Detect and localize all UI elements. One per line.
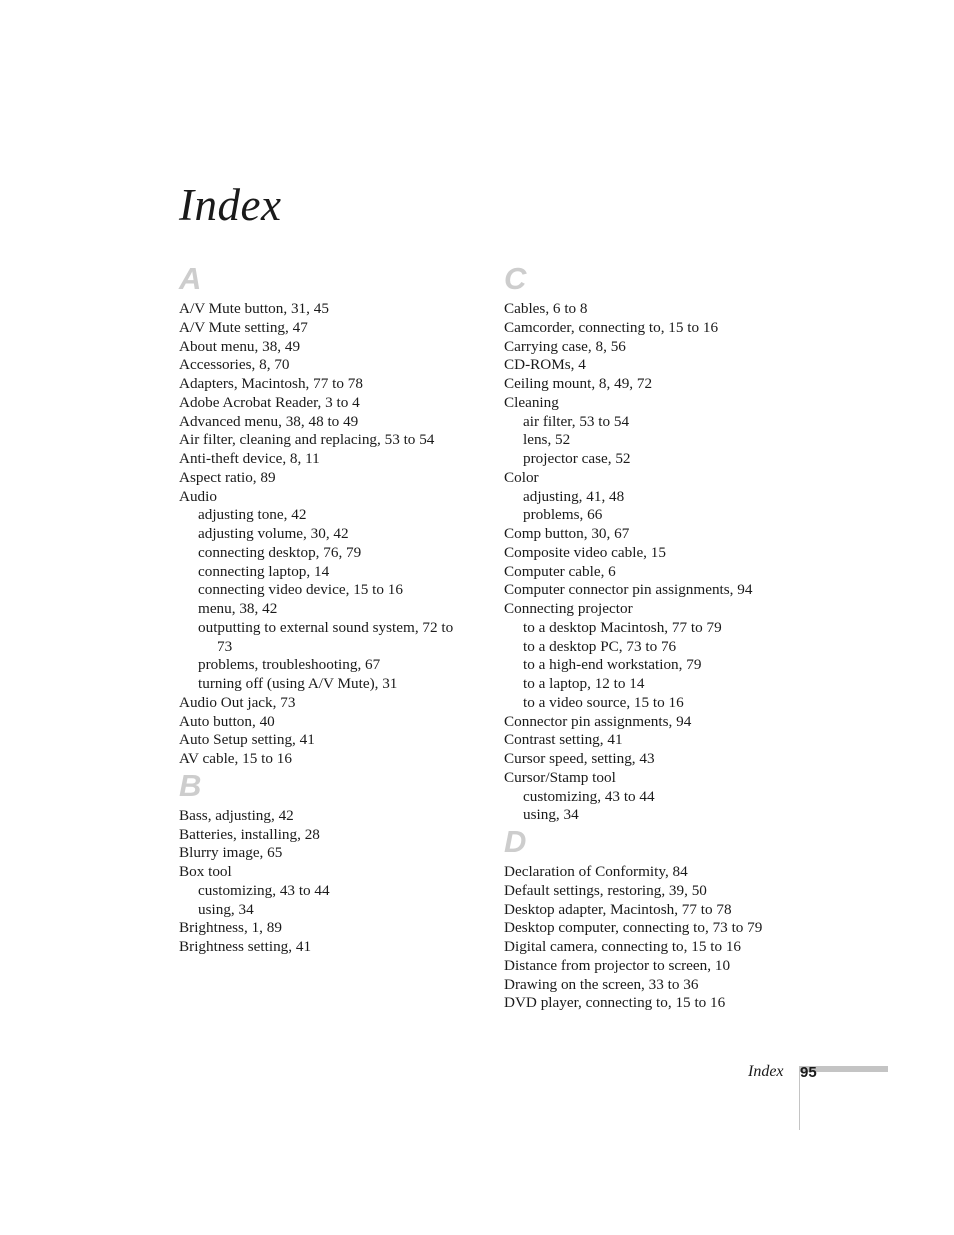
footer-section-label: Index xyxy=(748,1063,784,1080)
index-section xyxy=(179,262,479,769)
index-subentry: turning off (using A/V Mute), 31 xyxy=(198,675,398,692)
index-subentry: menu, 38, 42 xyxy=(198,600,278,617)
index-entry: Drawing on the screen, 33 to 36 xyxy=(504,975,699,993)
index-subentry: connecting laptop, 14 xyxy=(198,562,330,580)
index-entry: Audio Out jack, 73 xyxy=(179,693,296,711)
section-letter-heading: A xyxy=(179,261,202,296)
index-entry: DVD player, connecting to, 15 to 16 xyxy=(504,994,726,1012)
index-subentry: lens, 52 xyxy=(523,431,571,449)
index-entry: Cursor/Stamp tool xyxy=(504,768,616,786)
section-letter-heading: D xyxy=(504,824,527,859)
index-entry-list xyxy=(179,300,479,769)
index-entry: Adobe Acrobat Reader, 3 to 4 xyxy=(179,393,360,411)
index-entry: Color xyxy=(504,468,539,486)
index-entry: Default settings, restoring, 39, 50 xyxy=(504,881,707,899)
index-entry: A/V Mute button, 31, 45 xyxy=(179,300,329,317)
index-entry-list xyxy=(504,300,834,825)
index-entry: Brightness, 1, 89 xyxy=(179,919,282,937)
index-entry: Accessories, 8, 70 xyxy=(179,356,290,374)
index-entry: Air filter, cleaning and replacing, 53 to 54 xyxy=(179,431,435,449)
index-entry: Auto button, 40 xyxy=(179,712,275,730)
index-subentry: to a high-end workstation, 79 xyxy=(523,656,702,674)
index-entry: Comp button, 30, 67 xyxy=(504,525,630,542)
index-entry-list xyxy=(179,807,479,957)
index-entry: Cursor speed, setting, 43 xyxy=(504,750,655,767)
index-entry: Batteries, installing, 28 xyxy=(179,825,320,843)
index-entry: Computer cable, 6 xyxy=(504,562,616,580)
index-column-left xyxy=(179,262,479,957)
index-subentry: to a video source, 15 to 16 xyxy=(523,693,684,711)
index-entry: Ceiling mount, 8, 49, 72 xyxy=(504,375,653,392)
section-letter-heading: B xyxy=(179,767,202,803)
index-entry-list xyxy=(504,863,834,1013)
index-entry: Box tool xyxy=(179,863,232,880)
index-entry: Anti-theft device, 8, 11 xyxy=(179,450,320,467)
index-entry: Contrast setting, 41 xyxy=(504,731,623,749)
index-entry: Cables, 6 to 8 xyxy=(504,300,588,317)
index-subentry: customizing, 43 to 44 xyxy=(198,881,330,899)
index-entry: Carrying case, 8, 56 xyxy=(504,337,626,355)
index-entry: Composite video cable, 15 xyxy=(504,543,666,561)
index-entry: Aspect ratio, 89 xyxy=(179,468,276,486)
index-subentry: connecting desktop, 76, 79 xyxy=(198,543,362,561)
index-subentry: adjusting, 41, 48 xyxy=(523,487,625,505)
index-entry: Connector pin assignments, 94 xyxy=(504,712,692,730)
index-entry: Advanced menu, 38, 48 to 49 xyxy=(179,412,359,430)
index-subentry: using, 34 xyxy=(198,900,254,918)
page-number: 95 xyxy=(800,1064,817,1081)
index-entry: Connecting projector xyxy=(504,600,633,617)
page-title: Index xyxy=(179,180,282,230)
section-letter-heading: C xyxy=(504,261,527,296)
index-entry: Declaration of Conformity, 84 xyxy=(504,863,688,880)
index-subentry: customizing, 43 to 44 xyxy=(523,787,655,805)
index-section xyxy=(504,262,834,825)
index-subentry: problems, troubleshooting, 67 xyxy=(198,656,381,674)
index-subentry: adjusting tone, 42 xyxy=(198,506,307,524)
index-column-right xyxy=(504,262,834,1013)
index-subentry: air filter, 53 to 54 xyxy=(523,412,630,430)
index-subentry: to a laptop, 12 to 14 xyxy=(523,675,645,692)
index-section xyxy=(504,825,834,1013)
index-subentry: to a desktop PC, 73 to 76 xyxy=(523,637,677,655)
index-entry: Audio xyxy=(179,487,217,505)
index-subentry: problems, 66 xyxy=(523,506,603,524)
index-entry: Digital camera, connecting to, 15 to 16 xyxy=(504,938,742,955)
index-entry: Cleaning xyxy=(504,393,559,411)
index-subentry: using, 34 xyxy=(523,806,579,824)
index-subentry: adjusting volume, 30, 42 xyxy=(198,525,349,542)
index-entry: Auto Setup setting, 41 xyxy=(179,731,315,749)
index-subentry: connecting video device, 15 to 16 xyxy=(198,581,403,599)
index-subentry: outputting to external sound system, 72 to 73 xyxy=(198,618,454,655)
index-entry: Distance from projector to screen, 10 xyxy=(504,956,731,974)
index-entry: Computer connector pin assignments, 94 xyxy=(504,581,753,599)
index-entry: Desktop adapter, Macintosh, 77 to 78 xyxy=(504,900,732,918)
index-entry: AV cable, 15 to 16 xyxy=(179,750,292,767)
index-subentry: projector case, 52 xyxy=(523,450,631,467)
index-entry: CD-ROMs, 4 xyxy=(504,356,586,374)
index-entry: Desktop computer, connecting to, 73 to 79 xyxy=(504,919,763,937)
index-entry: Brightness setting, 41 xyxy=(179,938,312,955)
index-entry: Blurry image, 65 xyxy=(179,844,283,862)
index-section xyxy=(179,769,479,957)
index-subentry: to a desktop Macintosh, 77 to 79 xyxy=(523,618,722,636)
index-entry: Camcorder, connecting to, 15 to 16 xyxy=(504,318,719,336)
index-entry: Adapters, Macintosh, 77 to 78 xyxy=(179,375,363,392)
index-entry: Bass, adjusting, 42 xyxy=(179,806,294,824)
index-entry: A/V Mute setting, 47 xyxy=(179,318,308,336)
index-entry: About menu, 38, 49 xyxy=(179,337,301,355)
